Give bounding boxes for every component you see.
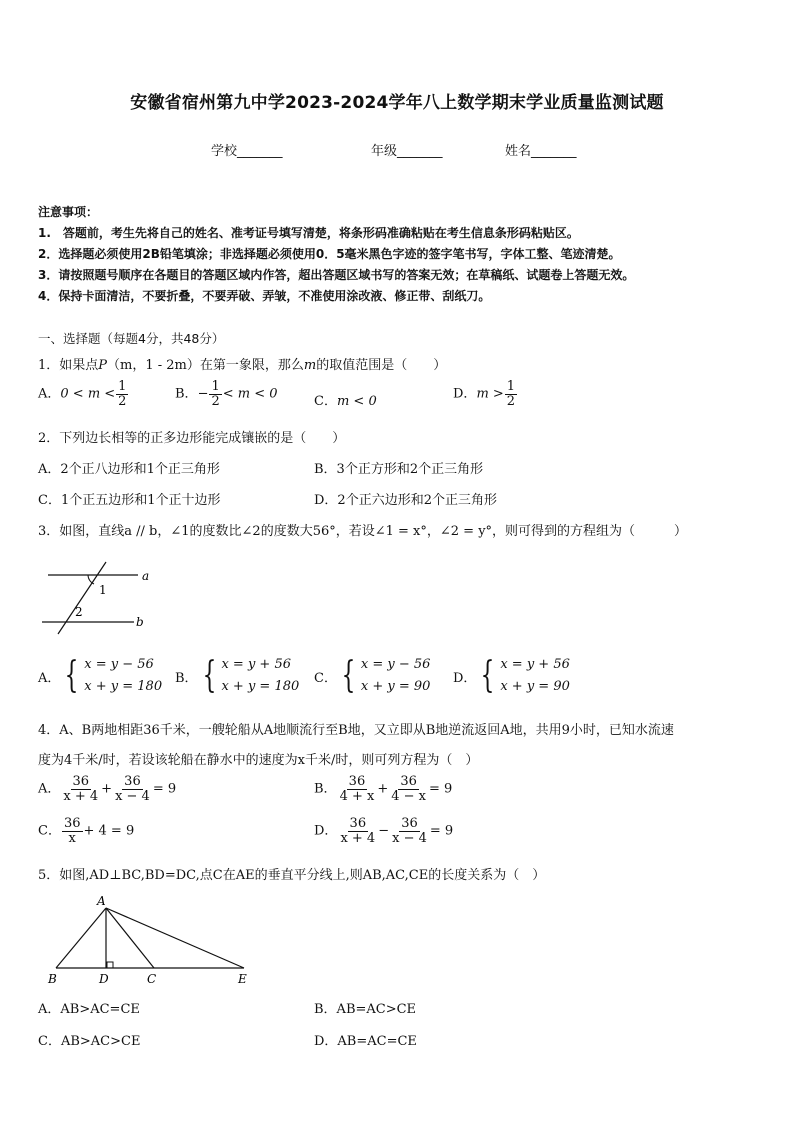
fraction	[62, 817, 83, 845]
right-angle-marker	[107, 962, 113, 968]
q2-option-b[interactable]: B．3个正方形和2个正三角形	[314, 462, 484, 477]
denominator: x	[68, 830, 76, 846]
equation-row: x = y + 56	[221, 657, 292, 672]
option-label: C．	[38, 823, 61, 839]
q3-option-d[interactable]	[453, 654, 570, 698]
school-field[interactable]	[211, 140, 283, 159]
fraction	[389, 775, 428, 803]
option-label: D．	[314, 823, 338, 839]
fraction	[338, 775, 377, 803]
option-label: A．	[38, 386, 61, 402]
equals-part: = 9	[429, 823, 454, 839]
denominator: x − 4	[115, 788, 150, 804]
q3-parallel-lines-figure	[38, 560, 168, 640]
q4-stem-line2: 度为4千米/时，若设该轮船在静水中的速度为x千米/时，则可列方程为（ ）	[38, 753, 479, 768]
angle-2-label: 2	[75, 605, 83, 619]
grade-field[interactable]	[371, 140, 443, 159]
q1-stem-part: （m，1 - 2m）在第一象限，那么	[107, 358, 304, 373]
label-a: a	[142, 569, 150, 583]
q4-stem-line1: 4．A、B两地相距36千米，一艘轮船从A地顺流行至B地，又立即从B地逆流返回A地，共用9小时，已知水流速	[38, 723, 674, 738]
grade-blank: _______	[397, 144, 443, 159]
equation-row: x + y = 90	[360, 679, 431, 694]
option-label: D．	[453, 386, 477, 402]
point-a-label: A	[97, 894, 106, 908]
q1-stem-part: 的取值范围是（ ）	[316, 358, 447, 373]
q3-stem: 3．如图，直线a // b，∠1的度数比∠2的度数大56°，若设∠1 = x°，∠2 = y°，则可得到的方程组为（ ）	[38, 524, 688, 539]
option-label: B．	[314, 781, 337, 797]
angle-1-label: 1	[99, 583, 107, 597]
denominator: x + 4	[63, 788, 99, 804]
segment-ac	[106, 908, 154, 968]
numerator: 36	[400, 774, 417, 789]
option-math: m >	[476, 386, 504, 402]
transversal	[58, 562, 106, 634]
note-item: 4．保持卡面清洁，不要折叠，不要弄破、弄皱，不准使用涂改液、修正带、刮纸刀。	[38, 289, 491, 303]
equation-row: x + y = 180	[84, 679, 163, 694]
option-label: A．	[38, 781, 61, 797]
equals-part: + 4 = 9	[83, 823, 135, 839]
numerator: 1	[118, 379, 127, 394]
note-item: 1. 答题前，考生先将自己的姓名、准考证号填写清楚，将条形码准确粘贴在考生信息条形码粘贴区。	[38, 226, 579, 240]
q1-stem-part: 1．如果点	[38, 358, 99, 373]
denominator: 2	[211, 393, 220, 409]
option-label: B．	[175, 386, 198, 402]
point-e-label: E	[238, 972, 247, 986]
equation-row: x = y − 56	[84, 657, 154, 672]
notes-heading: 注意事项：	[38, 205, 99, 219]
numerator: 36	[349, 816, 367, 831]
denominator: 4 − x	[391, 788, 426, 804]
section-heading: 一、选择题（每题4分，共48分）	[38, 331, 225, 346]
denominator: x − 4	[392, 830, 427, 846]
point-d-label: D	[99, 972, 109, 986]
fraction	[505, 380, 517, 408]
denominator: 2	[506, 393, 516, 409]
q5-option-a[interactable]: A．AB>AC=CE	[38, 1002, 140, 1017]
operator: +	[377, 781, 389, 797]
fraction	[209, 380, 221, 408]
operator: +	[101, 781, 113, 797]
q1-option-c[interactable]	[314, 390, 377, 409]
q1-var-m: m	[303, 358, 317, 373]
q5-option-c[interactable]: C．AB>AC>CE	[38, 1034, 141, 1049]
fraction	[113, 775, 152, 803]
option-label: D．	[453, 670, 477, 686]
equation-system	[175, 654, 299, 698]
q4-option-a[interactable]	[38, 775, 176, 803]
numerator: 36	[401, 816, 418, 831]
name-blank: _______	[531, 144, 577, 159]
school-label: 学校	[211, 144, 238, 159]
grade-label: 年级	[371, 144, 398, 159]
fraction	[390, 817, 429, 845]
equation-row: x + y = 90	[500, 679, 570, 694]
option-label: B．	[175, 670, 198, 686]
point-b-label: B	[48, 972, 57, 986]
q2-option-a[interactable]: A．2个正八边形和1个正三角形	[38, 462, 220, 477]
q1-option-d[interactable]	[453, 380, 518, 408]
q4-option-d[interactable]	[314, 817, 453, 845]
q1-option-b[interactable]	[175, 380, 278, 408]
fraction	[116, 380, 128, 408]
equation-system	[453, 654, 570, 698]
fraction	[338, 817, 377, 845]
equation-row: x = y + 56	[500, 657, 570, 672]
brace-icon: {	[341, 655, 356, 696]
page-title: 安徽省宿州第九中学2023-2024学年八上数学期末学业质量监测试题	[130, 93, 664, 113]
equation-system	[314, 654, 430, 698]
equals-part: = 9	[152, 781, 177, 797]
denominator: 2	[118, 393, 127, 409]
option-math: −	[197, 386, 209, 402]
equals-part: = 9	[429, 781, 453, 797]
q5-stem: 5．如图,AD⊥BC,BD=DC,点C在AE的垂直平分线上,则AB,AC,CE的长度关系为（ ）	[38, 868, 546, 883]
option-math: 0 < m <	[60, 386, 116, 402]
name-field[interactable]	[505, 140, 577, 159]
point-c-label: C	[147, 972, 157, 986]
brace-icon: {	[64, 655, 79, 696]
option-label: C．	[314, 670, 337, 686]
numerator: 36	[348, 774, 366, 789]
brace-icon: {	[481, 655, 495, 696]
fraction	[61, 775, 100, 803]
q5-option-d[interactable]: D．AB=AC=CE	[314, 1034, 417, 1049]
denominator: 4 + x	[339, 788, 375, 804]
q4-option-b[interactable]	[314, 775, 452, 803]
option-math: m < 0	[336, 394, 377, 409]
q2-stem: 2．下列边长相等的正多边形能完成镶嵌的是（ ）	[38, 431, 346, 446]
segment-ae	[106, 908, 244, 968]
q3-option-a[interactable]	[38, 654, 162, 698]
name-label: 姓名	[505, 144, 532, 159]
equation-row: x = y − 56	[360, 657, 431, 672]
q4-option-c[interactable]	[38, 817, 134, 845]
q5-triangle-figure	[38, 890, 268, 990]
operator: −	[378, 823, 390, 839]
q2-option-c[interactable]: C．1个正五边形和1个正十边形	[38, 493, 221, 508]
numerator: 36	[63, 816, 81, 831]
angle-1-arc	[88, 575, 94, 584]
q3-option-c[interactable]	[314, 654, 430, 698]
numerator: 1	[211, 379, 220, 394]
q3-option-b[interactable]	[175, 654, 299, 698]
note-item: 3．请按照题号顺序在各题目的答题区域内作答，超出答题区域书写的答案无效；在草稿纸、试题卷上答题无效。	[38, 268, 635, 282]
option-label: A．	[38, 670, 61, 686]
label-b: b	[136, 615, 144, 629]
school-blank: _______	[237, 144, 283, 159]
option-label: C．	[314, 394, 337, 409]
numerator: 1	[506, 379, 516, 394]
q1-stem	[38, 354, 446, 373]
equation-row: x + y = 180	[221, 679, 300, 694]
q1-option-a[interactable]	[38, 380, 129, 408]
note-item: 2．选择题必须使用2B铅笔填涂；非选择题必须使用0．5毫米黑色字迹的签字笔书写，字体工整、笔迹清楚。	[38, 247, 621, 261]
q5-option-b[interactable]: B．AB=AC>CE	[314, 1002, 417, 1017]
numerator: 36	[124, 774, 141, 789]
brace-icon: {	[202, 655, 216, 696]
equation-system	[38, 654, 162, 698]
segment-ab	[56, 908, 106, 968]
option-math: < m < 0	[222, 386, 278, 402]
denominator: x + 4	[340, 830, 376, 846]
q2-option-d[interactable]: D．2个正六边形和2个正三角形	[314, 493, 497, 508]
numerator: 36	[72, 774, 90, 789]
q1-point-p: P	[98, 358, 108, 373]
